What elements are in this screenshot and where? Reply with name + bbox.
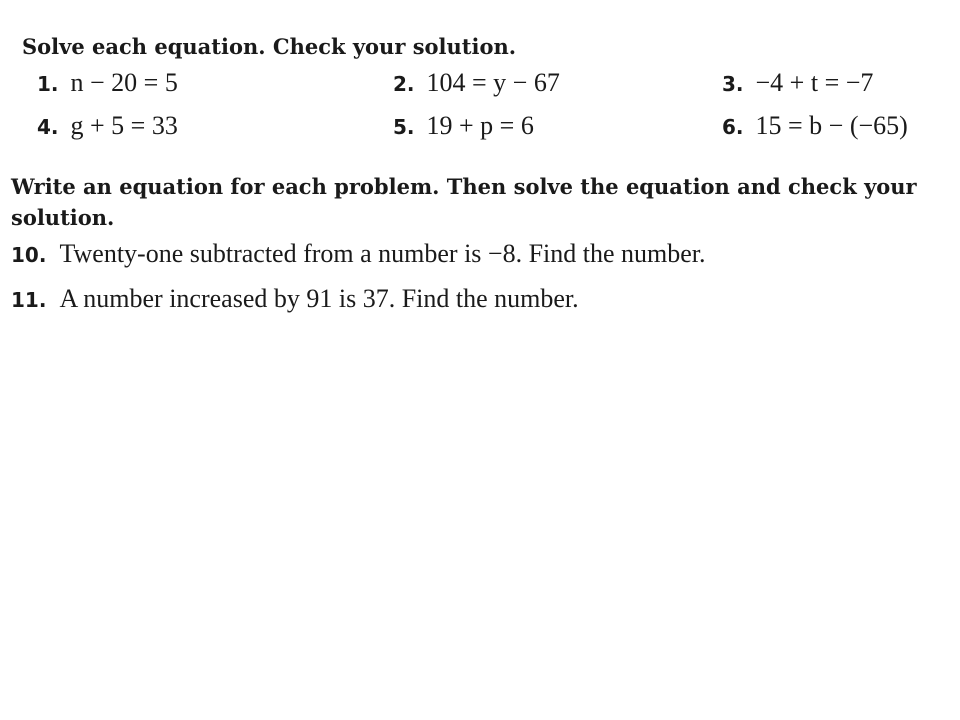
equation-expression: 104 = y − 67 <box>426 68 560 97</box>
equation-expression: n − 20 = 5 <box>70 68 178 97</box>
problem-number: 10. <box>11 243 47 267</box>
problem-text: Twenty-one subtracted from a number is −8. Find the number. <box>59 239 706 268</box>
section-1-instruction: Solve each equation. Check your solution. <box>22 34 517 59</box>
equation-expression: −4 + t = −7 <box>755 68 874 97</box>
section-2-instruction: Write an equation for each problem. Then solve the equation and check your solution. <box>11 174 917 230</box>
word-problem-11 <box>11 284 579 314</box>
equation-number: 5. <box>393 115 415 139</box>
equation-row-1 <box>0 68 960 100</box>
equation-3 <box>722 68 873 98</box>
equation-number: 1. <box>37 72 59 96</box>
equation-number: 6. <box>722 115 744 139</box>
equation-number: 3. <box>722 72 744 96</box>
problem-text: A number increased by 91 is 37. Find the number. <box>59 284 579 313</box>
equation-5 <box>393 111 534 141</box>
equation-6 <box>722 111 908 141</box>
equation-row-2 <box>0 111 960 143</box>
word-problem-10 <box>11 239 706 269</box>
problem-number: 11. <box>11 288 47 312</box>
equation-1 <box>37 68 178 98</box>
equation-expression: 15 = b − (−65) <box>755 111 908 140</box>
equation-number: 4. <box>37 115 59 139</box>
equation-2 <box>393 68 560 98</box>
equation-expression: g + 5 = 33 <box>70 111 178 140</box>
equation-number: 2. <box>393 72 415 96</box>
equation-4 <box>37 111 178 141</box>
equation-expression: 19 + p = 6 <box>426 111 534 140</box>
